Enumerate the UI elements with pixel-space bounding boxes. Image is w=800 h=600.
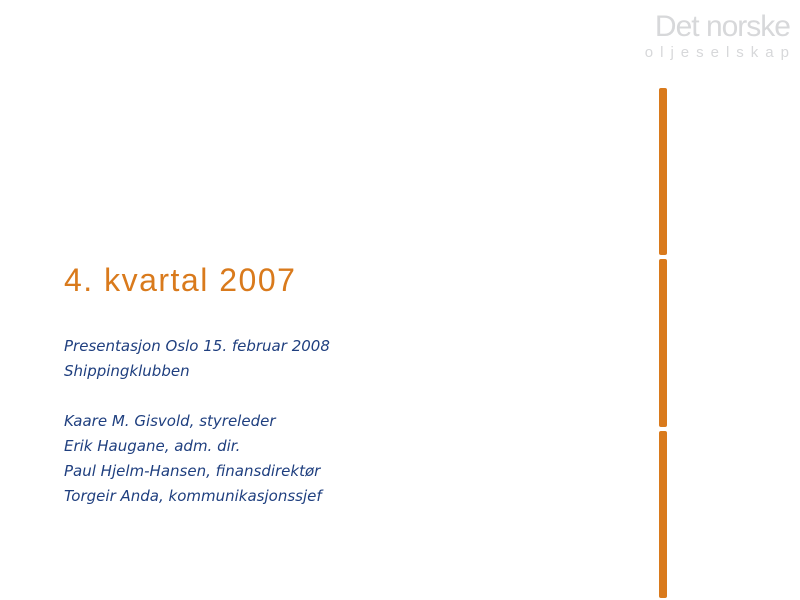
accent-bar-bottom xyxy=(659,431,667,598)
presenter-line: Paul Hjelm-Hansen, finansdirektør xyxy=(64,462,321,480)
presentation-info xyxy=(64,334,330,509)
accent-bar-middle xyxy=(659,259,667,427)
spacer xyxy=(64,384,330,409)
slide-title: 4. kvartal 2007 xyxy=(64,262,297,298)
presenter-line: Erik Haugane, adm. dir. xyxy=(64,437,241,455)
presenter-line: Torgeir Anda, kommunikasjonssjef xyxy=(64,487,322,505)
presenter-line: Kaare M. Gisvold, styreleder xyxy=(64,412,276,430)
company-logo xyxy=(644,10,796,62)
logo-wordmark-line2: oljeselskap xyxy=(644,44,796,61)
logo-wordmark-line1: Det norske xyxy=(654,10,790,43)
accent-bar-top xyxy=(659,88,667,255)
subtitle-line: Shippingklubben xyxy=(64,362,190,380)
subtitle-line: Presentasjon Oslo 15. februar 2008 xyxy=(64,337,330,355)
